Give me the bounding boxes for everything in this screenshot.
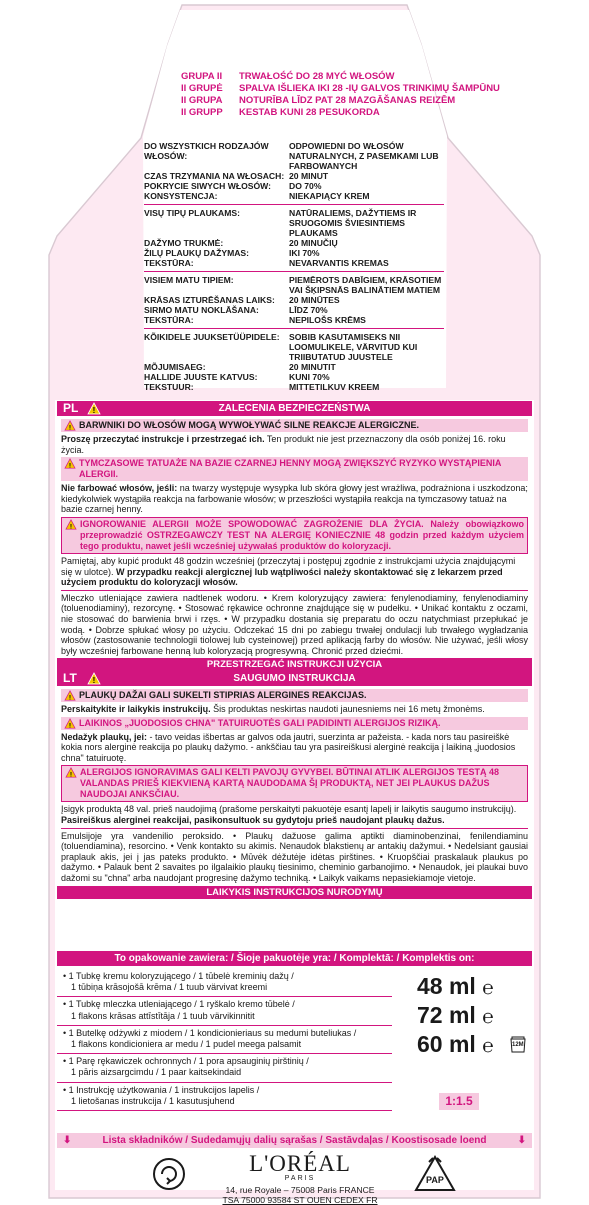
svg-text:!: ! [68, 694, 72, 701]
lt-para-1: Perskaitykite ir laikykis instrukcijų. Šis produktas neskirtas naudoti jaunesniems nei 16 metų žmonėms. [61, 704, 485, 714]
kit-header: To opakowanie zawiera: / Šioje pakuotėje yra: / Komplektā: / Komplektis on: [57, 951, 532, 966]
pl-section [57, 401, 532, 671]
lt-warning-3: ! ALERGIJOS IGNORAVIMAS GALI KELTI PAVOJŲ GYVYBEI. BŪTINAI ATLIK ALERGIJOS TESTĄ 48 VALANDAS PRIEŠ KIEKVIENĄ KARTĄ NAUDODAMA ŠĮ PRODUKTĄ, NET JEI PLAUKUS DAŽUS NAUDOJAI ANKSČIAU. [61, 765, 528, 802]
kit-item: • 1 Instrukcję użytkowania / 1 instrukcijos lapelis / 1 lietošanas instrukcija / 1 kasutusjuhend [57, 1082, 392, 1111]
warning-icon [87, 672, 101, 685]
kit-section [57, 951, 532, 1111]
pl-header: PL ! ZALECENIA BEZPIECZEŃSTWA [57, 401, 532, 416]
brand-subtitle: PARIS [284, 1175, 316, 1182]
warning-icon [64, 690, 76, 701]
svg-text:!: ! [69, 523, 73, 530]
pl-warning-1: ! BARWNIKI DO WŁOSÓW MOGĄ WYWOŁYWAĆ SILNE REAKCJE ALERGICZNE. [61, 419, 528, 432]
warning-icon [65, 519, 77, 530]
lt-para-4: Emulsijoje yra vandenilio peroksido. • Plaukų dažuose galima aptikti diaminobenzinai, fenilendiaminu (toluendiamina), resorcino. • Venk kontakto su akimis. Nenaudok blakstienų ar antakių dažymui. • Nedelsiant gausiai praplauk akis, jei į jas pateks produkto. • Mūvėk dėžutėje idėtas pirštines. • Kruopščiai praskalauk plaukus po dažymo. • Palauk bent 2 savaites po ilgalaikio plaukų tiesinimo, cheminio garbanojimo. • Nenaudok, jei plaukai buvo dažomi su "chna" arba naudojant progresinę dažymo techniką. • Laikyk vaikams nepasiekiamoje vietoje. [61, 828, 528, 884]
pl-warning-2: ! TYMCZASOWE TATUAŻE NA BAZIE CZARNEJ HENNY MOGĄ ZWIĘKSZYĆ RYZYKO WYSTĄPIENIA ALERGII. [61, 457, 528, 481]
pl-para-3: Pamiętaj, aby kupić produkt 48 godzin wcześniej (przeczytaj i postępuj zgodnie z instrukcjami użycia znajdującymi się w ulotce). W przypadku reakcji alergicznej lub wątpliwości należy skontaktować się z lekarzem przed użyciem produktu do koloryzacji włosów. [61, 555, 516, 588]
volume-line: 48 ml ℮ [417, 973, 494, 999]
lt-footer-bar: LAIKYKIS INSTRUKCIJOS NURODYMŲ [57, 886, 532, 899]
group-line: II GRUPP KESTAB KUNI 28 PESUKORDA [181, 107, 380, 118]
pl-para-1: Proszę przeczytać instrukcje i przestrzegać ich. Ten produkt nie jest przeznaczony dla osób poniżej 16. roku życia. [61, 434, 506, 455]
recycle-circle-icon [151, 1156, 187, 1192]
kit-item: • 1 Parę rękawiczek ochronnych / 1 pora apsauginių pirštinių / 1 pāris aizsargcimdu / 1 paar kaitsekindaid [57, 1053, 392, 1081]
svg-text:!: ! [68, 721, 72, 729]
spec-table [144, 141, 444, 392]
lt-warning-2: ! LAIKINOS „JUODOSIOS CHNA" TATUIRUOTĖS GALI PADIDINTI ALERGIJOS RIZIKĄ. [61, 717, 528, 730]
group-line: GRUPA II TRWAŁOŚĆ DO 28 MYĆ WŁOSÓW [181, 71, 395, 82]
volume-line: 60 ml ℮ 12M [417, 1031, 527, 1060]
recycle-triangle-icon: PAP [413, 1154, 457, 1194]
lt-warning-1: ! PLAUKŲ DAŽAI GALI SUKELTI STIPRIAS ALERGINES REAKCIJAS. [61, 689, 528, 702]
warning-icon [64, 718, 76, 729]
ratio-badge: 1:1.5 [439, 1093, 479, 1110]
volume-list [417, 973, 527, 1060]
svg-text:!: ! [92, 676, 96, 685]
kit-item: • 1 Tubkę mleczka utleniającego / 1 ryškalo kremo tūbelė / 1 flakons krāsas attīstītāja / 1 tuub värvikinnitit [57, 996, 392, 1024]
svg-text:!: ! [68, 424, 72, 431]
warning-icon [87, 402, 101, 415]
warning-icon [64, 420, 76, 431]
lt-para-3: Įsigyk produktą 48 val. prieš naudojimą (prašome perskaityti pakuotėje esantį lapelį ir laikytis saugumo instrukcijų). Pasireiškus alerginei reakcijai, pasikonsultuok su gydytoju prieš naudojant plaukų dažus. [61, 804, 517, 825]
pl-para-4: Mleczko utleniające zawiera nadtlenek wodoru. • Krem koloryzujący zawiera: fenylenodiaminy, fenylenodiaminy (toluenodiaminy), rezorcynę. • Stosować rękawice ochronne znajdujące się w pudełku. • Unikać kontaktu z oczami, nie stosować do barwienia brwi i rzęs. • W przypadku dostania się preparatu do oczu natychmiast przepłukać je wodą. • Dobrze spłukać włosy po użyciu. Odczekać 15 dni po zabiegu trwałej ondulacji lub trwałego wygładzania włosów (zastosowanie technologii tiolowej lub cysteinowej) przed aplikacją farby do włosów. Nie używać, jeśli włosy były wcześniej farbowane henną lub koloryzacją progresywną. Chronić przed dziećmi. [61, 590, 528, 657]
spec-section-lt: VISŲ TIPŲ PLAUKAMS: NATŪRALIEMS, DAŽYTIEMS IR SRUOGOMIS ŠVIESINTIEMS PLAUKAMS DAŽYMO TRUKMĖ: 20 MINUČIŲ ŽILŲ PLAUKŲ DAŽYMAS: IKI 70% TEKSTŪRA: NEVARVANTIS KREMAS [144, 204, 444, 268]
group-line: II GRUPA NOTURĪBA LĪDZ PAT 28 MAZGĀŠANAS REIZĒM [181, 95, 456, 106]
warning-icon [64, 458, 76, 469]
group-line: II GRUPĖ SPALVA IŠLIEKA IKI 28 -IŲ GALVOS TRINKIMŲ ŠAMPŪNU [181, 83, 500, 94]
pao-jar-icon: 12M [509, 1033, 527, 1053]
warning-icon [65, 767, 77, 778]
volume-line: 72 ml ℮ [417, 1002, 494, 1028]
pl-para-2: Nie farbować włosów, jeśli: na twarzy występuje wysypka lub skóra głowy jest wrażliwa, podrażniona i uszkodzona; kiedykolwiek wystąpiła reakcja na farbowanie włosów; w przeszłości wystąpiła reakcja na tymczasowy tatuaż na bazie czarnej henny. [61, 483, 528, 515]
brand-logo: L'ORÉAL [249, 1151, 351, 1176]
pl-warning-3: ! IGNOROWANIE ALERGII MOŻE SPOWODOWAĆ ZAGROŻENIE DLA ŻYCIA. Należy obowiązkowo przeprowadzić OSTRZEGAWCZY TEST NA ALERGIĘ KONIECZNIE 48 godzin przed każdym użyciem tego produktu, nawet jeśli wcześniej używałaś produktów do koloryzacji. [61, 517, 528, 554]
brand-address-2: TSA 75000 93584 ST OUEN CEDEX FR [222, 1195, 378, 1205]
svg-text:!: ! [69, 771, 73, 779]
lt-header: LT ! SAUGUMO INSTRUKCIJA [57, 671, 532, 686]
lt-section [57, 671, 532, 899]
svg-text:!: ! [92, 406, 96, 415]
kit-item: • 1 Tubkę kremu koloryzującego / 1 tūbelė kreminių dažų / 1 tūbiņa krāsojošā krēma / 1 tuub värvivat kreemi [63, 971, 294, 993]
lt-para-2: Nedažyk plaukų, jei: - tavo veidas išbertas ar galvos oda jautri, suerzinta ar pažeista. - kada nors tau pasireiškė kokia nors alerginė reakcija po plaukų dažymo. - ankščiau tau yra pasireiškusi alerginė reakcija į laikiną „juodosios chna" tatuiruotę. [61, 731, 516, 763]
svg-text:!: ! [68, 462, 72, 470]
brand-block [210, 1153, 390, 1205]
group-lines [181, 71, 500, 119]
pl-footer-bar: PRZESTRZEGAĆ INSTRUKCJI UŻYCIA [57, 658, 532, 671]
brand-address-1: 14, rue Royale – 75008 Paris FRANCE [225, 1185, 375, 1195]
ingredients-bar: ⬇ Lista składników / Sudedamųjų dalių sąrašas / Sastāvdaļas / Koostisosade loend ⬇ [57, 1133, 532, 1148]
kit-list [57, 969, 392, 1111]
kit-item: • 1 Butelkę odżywki z miodem / 1 kondicionieriaus su medumi buteliukas / 1 flakons kondicioniera ar medu / 1 pudel meega palsamit [57, 1025, 392, 1053]
spec-section-et: KÕIKIDELE JUUKSETÜÜPIDELE: SOBIB KASUTAMISEKS NII LOOMULIKELE, VÄRVITUD KUI TRIIBUTATUD JUUSTELE MÕJUMISAEG: 20 MINUTIT HALLIDE JUUSTE KATVUS: KUNI 70% TEKSTUUR: MITTETILKUV KREEM [144, 328, 444, 392]
spec-section-lv: VISIEM MATU TIPIEM: PIEMĒROTS DABĪGIEM, KRĀSOTIEM VAI ŠĶIPSNĀS BALINĀTIEM MATIEM KRĀSAS IZTURĒŠANAS LAIKS: 20 MINŪTES SIRMO MATU NOKLĀŠANA: LĪDZ 70% TEKSTŪRA: NEPILOŠS KRĒMS [144, 271, 444, 325]
spec-section-pl: DO WSZYSTKICH RODZAJÓW WŁOSÓW: ODPOWIEDNI DO WŁOSÓW NATURALNYCH, Z PASEMKAMI LUB FARBOWANYCH CZAS TRZYMANIA NA WŁOSACH: 20 MINUT POKRYCIE SIWYCH WŁOSÓW: DO 70% KONSYSTENCJA: NIEKAPIĄCY KREM [144, 141, 439, 201]
